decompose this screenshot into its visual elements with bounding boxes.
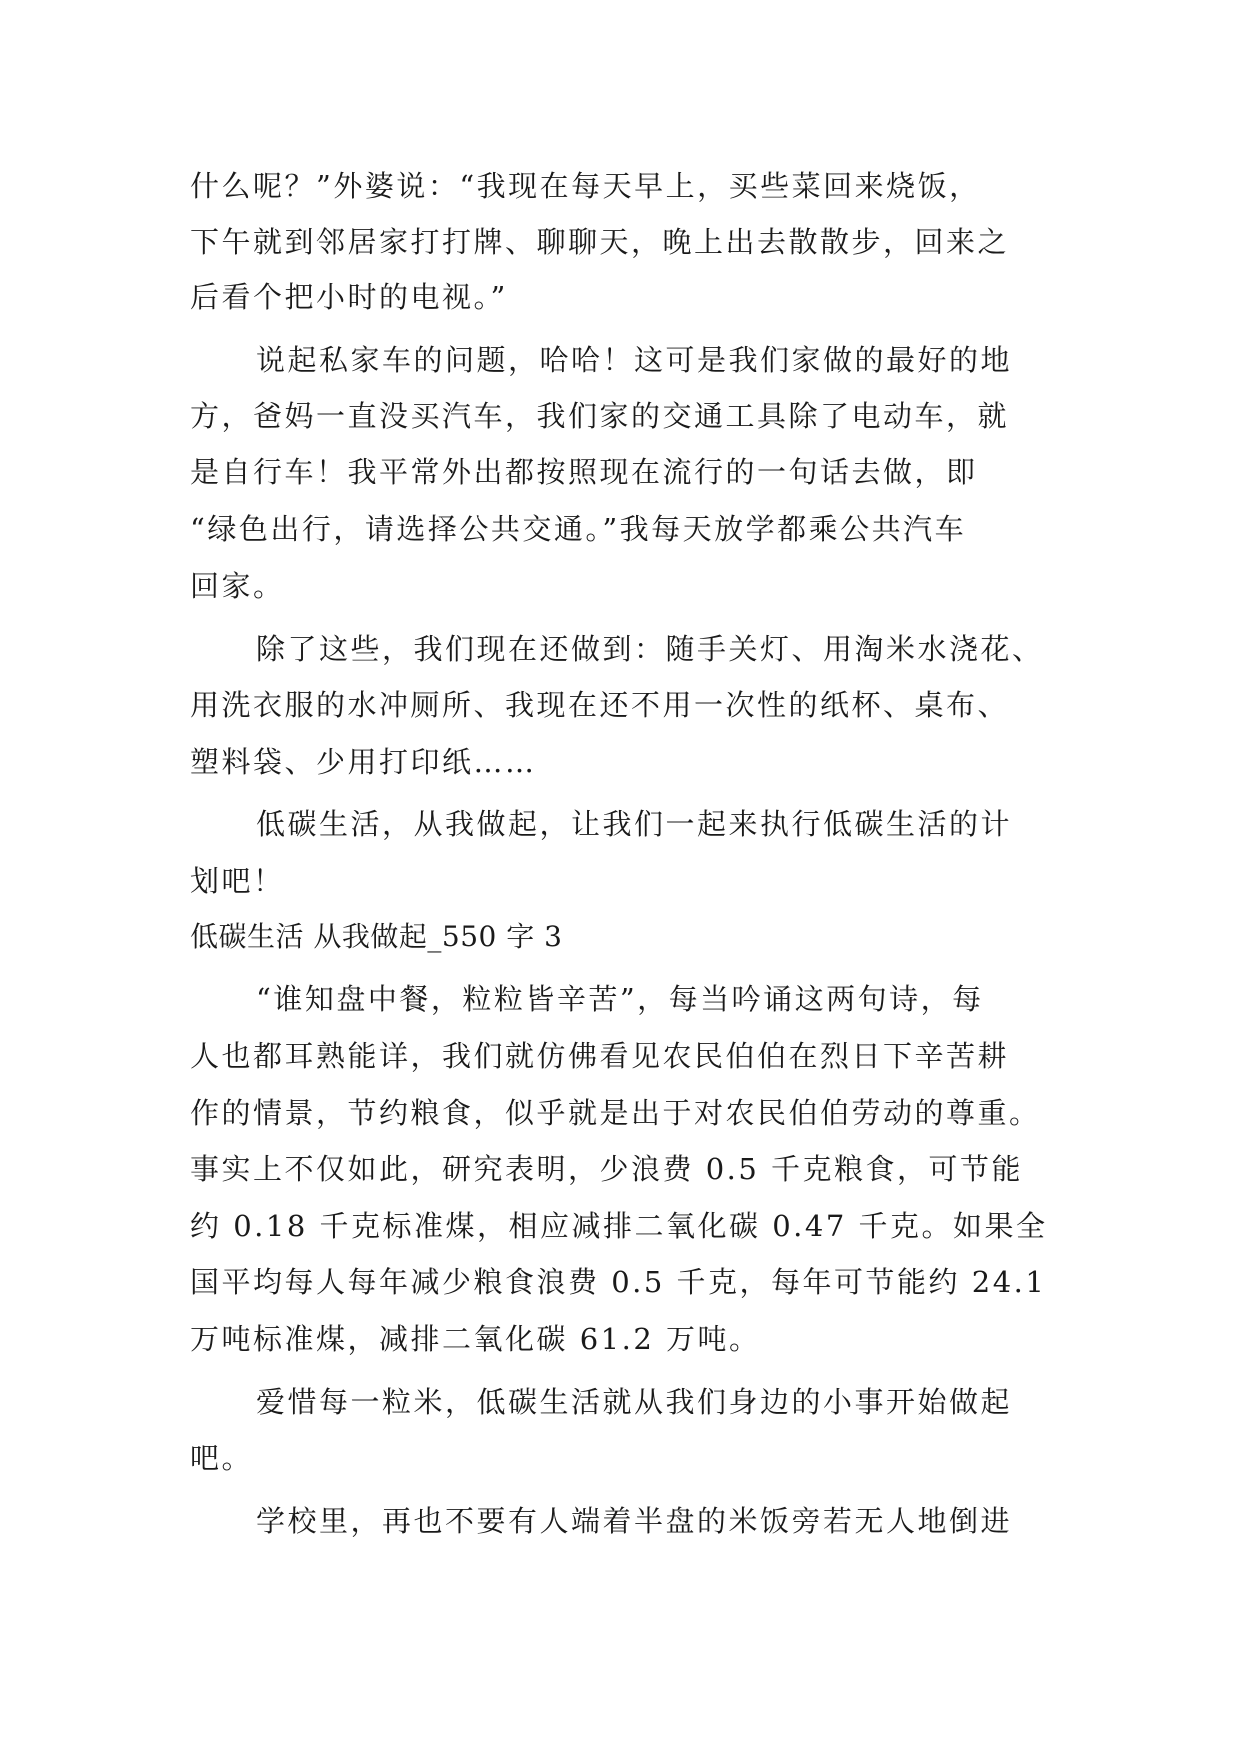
paragraph-first-line: 低碳生活，从我做起，让我们一起来执行低碳生活的计 xyxy=(256,807,1013,841)
text-line: 后看个把小时的电视。” xyxy=(190,280,508,314)
paragraph-first-line: 说起私家车的问题，哈哈！这可是我们家做的最好的地 xyxy=(256,343,1013,377)
text-line: 万吨标准煤，减排二氧化碳 61.2 万吨。 xyxy=(190,1322,761,1356)
text-line: 塑料袋、少用打印纸…… xyxy=(190,745,537,779)
text-line: 人也都耳熟能详，我们就仿佛看见农民伯伯在烈日下辛苦耕 xyxy=(190,1039,1010,1073)
text-line: 吧。 xyxy=(190,1441,254,1475)
paragraph-first-line: 爱惜每一粒米，低碳生活就从我们身边的小事开始做起 xyxy=(256,1385,1013,1419)
paragraph-first-line: “谁知盘中餐，粒粒皆辛苦”，每当吟诵这两句诗，每 xyxy=(256,982,984,1016)
text-line: 约 0.18 千克标准煤，相应减排二氧化碳 0.47 千克。如果全 xyxy=(190,1209,1048,1243)
text-line: “绿色出行，请选择公共交通。”我每天放学都乘公共汽车 xyxy=(190,512,967,546)
paragraph-first-line: 学校里，再也不要有人端着半盘的米饭旁若无人地倒进 xyxy=(256,1504,1013,1538)
text-line: 划吧！ xyxy=(190,864,285,898)
paragraph-first-line: 除了这些，我们现在还做到：随手关灯、用淘米水浇花、 xyxy=(256,632,1044,666)
text-line: 下午就到邻居家打打牌、聊聊天，晚上出去散散步，回来之 xyxy=(190,225,1010,259)
text-line: 是自行车！我平常外出都按照现在流行的一句话去做，即 xyxy=(190,455,978,489)
section-heading: 低碳生活 从我做起_550 字 3 xyxy=(190,920,563,953)
text-line: 国平均每人每年减少粮食浪费 0.5 千克，每年可节能约 24.1 xyxy=(190,1265,1047,1299)
text-line: 事实上不仅如此，研究表明，少浪费 0.5 千克粮食，可节能 xyxy=(190,1152,1024,1186)
text-line: 用洗衣服的水冲厕所、我现在还不用一次性的纸杯、桌布、 xyxy=(190,688,1010,722)
text-line: 作的情景，节约粮食，似乎就是出于对农民伯伯劳动的尊重。 xyxy=(190,1096,1041,1130)
text-line: 方，爸妈一直没买汽车，我们家的交通工具除了电动车，就 xyxy=(190,399,1010,433)
text-line: 回家。 xyxy=(190,569,285,603)
text-line: 什么呢？”外婆说：“我现在每天早上，买些菜回来烧饭， xyxy=(190,169,981,203)
